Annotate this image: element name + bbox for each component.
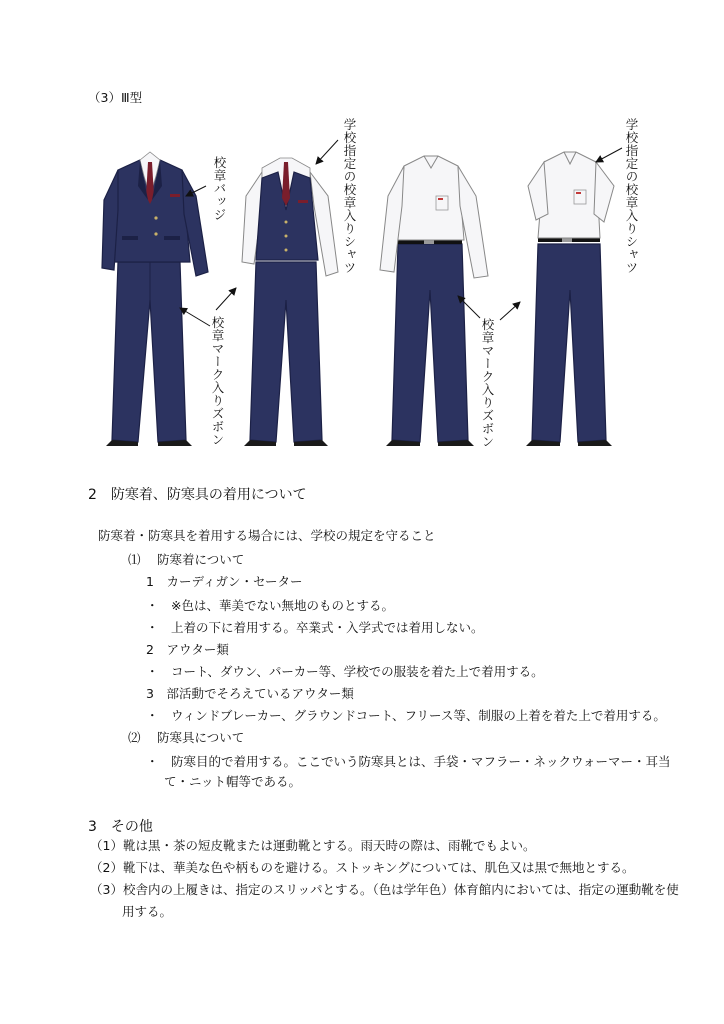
section2-sub1: ⑴ 防寒着について: [128, 552, 245, 567]
arrow-pants-2: [216, 288, 236, 310]
label-pants-right: 校章マーク入りズボン: [480, 318, 495, 448]
section3-rule1: （1）靴は黒・茶の短皮靴または運動靴とする。雨天時の際は、雨靴でもよい。: [90, 838, 536, 853]
arrow-pants-4: [500, 302, 520, 320]
section2-bullet4: ・ ウィンドブレーカー、グラウンドコート、フリース等、制服の上着を着た上で着用する。: [146, 708, 666, 723]
label-shirt-right: 学校指定の校章入りシャツ: [624, 118, 639, 274]
section3-rule3-line2: 用する。: [122, 904, 173, 919]
section3-rule2: （2）靴下は、華美な色や柄ものを避ける。ストッキングについては、肌色又は黒で無地とする。: [90, 860, 635, 875]
section2-bullet5-line1: ・ 防寒目的で着用する。ここでいう防寒具とは、手袋・マフラー・ネックウォーマー・耳当: [146, 754, 671, 769]
section3-heading: 3 その他: [88, 819, 153, 835]
label-pants-left: 校章マーク入りズボン: [210, 316, 225, 446]
uniform-illustration: [0, 0, 724, 470]
label-shirt-left: 学校指定の校章入りシャツ: [342, 118, 357, 274]
arrow-shirt-right: [596, 148, 622, 162]
figure-short-sleeve-shirt: [526, 152, 614, 446]
section2-item3: 3 部活動でそろえているアウター類: [146, 686, 354, 701]
section2-sub2: ⑵ 防寒具について: [128, 730, 245, 745]
uniform-figures: [0, 0, 724, 470]
section-label: （3）Ⅲ型: [88, 90, 143, 105]
figure-vest: [242, 158, 338, 446]
label-school-badge: 校章バッジ: [212, 156, 227, 221]
section2-bullet5-line2: て・ニット帽等である。: [164, 774, 302, 789]
arrow-pants-1: [180, 308, 210, 326]
section2-bullet2: ・ 上着の下に着用する。卒業式・入学式では着用しない。: [146, 620, 484, 635]
section3-rule3-line1: （3）校舎内の上履きは、指定のスリッパとする。（色は学年色）体育館内においては、指定の運動靴を使: [90, 882, 679, 897]
section2-item1: 1 カーディガン・セーター: [146, 574, 303, 589]
figure-blazer: [102, 152, 208, 446]
section2-intro: 防寒着・防寒具を着用する場合には、学校の規定を守ること: [98, 528, 436, 543]
figure-long-sleeve-shirt: [380, 156, 488, 446]
section2-bullet1: ・ ※色は、華美でない無地のものとする。: [146, 598, 394, 613]
section2-item2: 2 アウター類: [146, 642, 229, 657]
section2-heading: 2 防寒着、防寒具の着用について: [88, 487, 307, 503]
arrow-shirt-left: [316, 140, 338, 164]
section2-bullet3: ・ コート、ダウン、パーカー等、学校での服装を着た上で着用する。: [146, 664, 544, 679]
